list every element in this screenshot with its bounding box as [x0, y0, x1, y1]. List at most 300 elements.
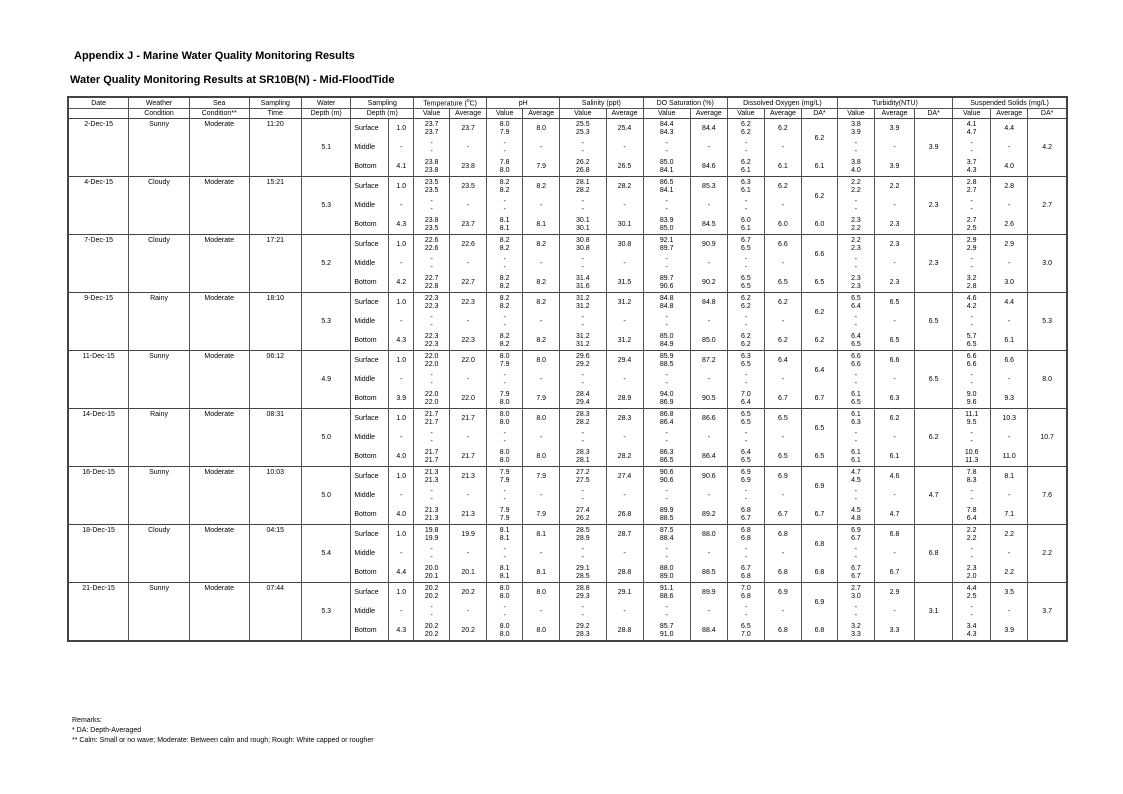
temperature-values-reading-2: - — [430, 147, 433, 155]
weather-cell: Cloudy — [129, 235, 190, 293]
suspended-solids-values-reading-1: 4.6 — [966, 294, 977, 302]
water-depth-cell: 5.0 — [302, 467, 351, 525]
dissolved-oxygen-values — [727, 389, 764, 409]
salinity-values-reading-2: 28.5 — [576, 572, 590, 580]
salinity-values — [560, 447, 606, 467]
header2-value: Value — [727, 109, 764, 119]
ph-values-reading-1: - — [503, 545, 506, 553]
sampling-time-cell: 10:03 — [249, 467, 301, 525]
ph-values-reading-2: 7.9 — [499, 128, 510, 136]
dissolved-oxygen-values-reading-1: - — [744, 603, 748, 611]
salinity-values — [560, 583, 606, 603]
do-saturation-values-reading-1: 88.0 — [659, 564, 674, 572]
sampling-depth-cell: 4.3 — [389, 621, 414, 641]
ph-values — [487, 544, 523, 563]
header2-weather: Condition — [129, 109, 190, 119]
turbidity-values-reading-1: 4.7 — [851, 468, 861, 476]
suspended-solids-da: 10.7 — [1028, 409, 1067, 467]
temperature-values-reading-1: - — [430, 487, 433, 495]
turbidity-values-reading-1: 3.8 — [851, 120, 861, 128]
turbidity-values — [837, 196, 874, 215]
dissolved-oxygen-values-reading-1: 6.3 — [741, 352, 751, 360]
date-cell: 16-Dec-15 — [68, 467, 129, 525]
dissolved-oxygen-da-bottom: 6.8 — [801, 621, 837, 641]
do-saturation-values-reading-2: 88.5 — [659, 514, 674, 522]
dissolved-oxygen-values-reading-1: - — [744, 197, 748, 205]
turbidity-values-reading-1: - — [854, 197, 858, 205]
salinity-average: - — [606, 428, 643, 447]
suspended-solids-values-reading-2: 2.9 — [966, 244, 977, 252]
suspended-solids-average: 7.1 — [991, 505, 1028, 525]
temperature-values-reading-1: - — [430, 313, 433, 321]
turbidity-values — [837, 447, 874, 467]
dissolved-oxygen-da: 6.9 — [801, 467, 837, 506]
date-cell: 7-Dec-15 — [68, 235, 129, 293]
sampling-level-cell: Surface — [351, 119, 389, 139]
dissolved-oxygen-average: 6.9 — [764, 583, 801, 603]
dissolved-oxygen-values — [727, 602, 764, 621]
temperature-values — [414, 563, 450, 583]
ph-values-reading-1: 8.2 — [499, 274, 510, 282]
do-saturation-average: 89.2 — [690, 505, 727, 525]
temperature-values — [414, 467, 450, 487]
suspended-solids-average: 6.1 — [991, 331, 1028, 351]
header-row-1 — [68, 97, 1067, 109]
temperature-values-reading-2: 22.3 — [424, 302, 439, 310]
do-saturation-average: - — [690, 544, 727, 563]
suspended-solids-values-reading-2: 4.7 — [966, 128, 977, 136]
weather-cell: Sunny — [129, 351, 190, 409]
temperature-values-reading-2: 22.0 — [424, 360, 439, 368]
temperature-average: 23.7 — [450, 119, 487, 139]
suspended-solids-da: 7.6 — [1028, 467, 1067, 525]
header-sampling-depth: Sampling — [351, 97, 414, 109]
sampling-depth-cell: 1.0 — [389, 351, 414, 371]
temperature-average: - — [450, 138, 487, 157]
suspended-solids-values-reading-1: 2.2 — [966, 526, 977, 534]
temperature-average: 21.7 — [450, 409, 487, 429]
sampling-level-cell: Surface — [351, 235, 389, 255]
do-saturation-values — [643, 583, 690, 603]
suspended-solids-average: - — [991, 254, 1028, 273]
dissolved-oxygen-values — [727, 177, 764, 197]
do-saturation-values-reading-1: 85.0 — [659, 332, 674, 340]
turbidity-average: 6.8 — [874, 525, 914, 545]
do-saturation-average: 85.3 — [690, 177, 727, 197]
dissolved-oxygen-average: 6.8 — [764, 525, 801, 545]
header2-average: Average — [874, 109, 914, 119]
temperature-values — [414, 235, 450, 255]
do-saturation-values-reading-1: - — [665, 545, 668, 553]
do-saturation-average: 88.5 — [690, 563, 727, 583]
dissolved-oxygen-values-reading-1: 7.0 — [741, 390, 751, 398]
do-saturation-values — [643, 273, 690, 293]
header2-average: Average — [690, 109, 727, 119]
salinity-average: 31.2 — [606, 293, 643, 313]
ph-average: 8.2 — [523, 331, 560, 351]
temperature-average: - — [450, 196, 487, 215]
salinity-average: 27.4 — [606, 467, 643, 487]
turbidity-values-reading-2: 2.3 — [851, 244, 861, 252]
do-saturation-average: - — [690, 254, 727, 273]
ph-values-reading-1: - — [503, 603, 506, 611]
sampling-level-cell: Middle — [351, 138, 389, 157]
temperature-average: - — [450, 544, 487, 563]
ph-average: 8.0 — [523, 621, 560, 641]
table-row — [68, 409, 1067, 429]
suspended-solids-da: 2.7 — [1028, 177, 1067, 235]
dissolved-oxygen-average: - — [764, 312, 801, 331]
ph-values-reading-1: 8.2 — [499, 332, 510, 340]
dissolved-oxygen-values-reading-1: 6.2 — [741, 120, 751, 128]
header-suspended-solids: Suspended Solids (mg/L) — [953, 97, 1067, 109]
suspended-solids-values — [953, 370, 991, 389]
dissolved-oxygen-values-reading-2: - — [744, 495, 748, 503]
dissolved-oxygen-values-reading-2: - — [744, 205, 748, 213]
turbidity-average: 6.5 — [874, 331, 914, 351]
suspended-solids-average: - — [991, 486, 1028, 505]
temperature-values-reading-1: 21.3 — [424, 468, 439, 476]
turbidity-average: 2.3 — [874, 215, 914, 235]
table-title: Water Quality Monitoring Results at SR10B(N) - Mid-FloodTide — [70, 74, 395, 86]
ph-average: 8.1 — [523, 525, 560, 545]
salinity-values-reading-2: - — [581, 321, 585, 329]
turbidity-average: 6.7 — [874, 563, 914, 583]
dissolved-oxygen-values-reading-1: 6.7 — [741, 236, 751, 244]
water-depth-cell: 4.9 — [302, 351, 351, 409]
weather-cell: Sunny — [129, 119, 190, 177]
water-depth-cell: 5.1 — [302, 119, 351, 177]
remarks-depth-averaged: * DA: Depth-Averaged — [72, 727, 142, 734]
suspended-solids-values-reading-1: 9.0 — [966, 390, 977, 398]
dissolved-oxygen-da: 6.2 — [801, 293, 837, 332]
salinity-values — [560, 177, 606, 197]
do-saturation-average: 84.8 — [690, 293, 727, 313]
ph-values — [487, 273, 523, 293]
sea-condition-cell: Moderate — [189, 409, 249, 467]
sampling-level-cell: Surface — [351, 293, 389, 313]
dissolved-oxygen-average: - — [764, 196, 801, 215]
ph-values — [487, 370, 523, 389]
ph-values — [487, 525, 523, 545]
salinity-average: 25.4 — [606, 119, 643, 139]
suspended-solids-values — [953, 409, 991, 429]
suspended-solids-values — [953, 119, 991, 139]
degree-symbol: o — [466, 98, 470, 105]
salinity-values — [560, 602, 606, 621]
header2-average: Average — [991, 109, 1028, 119]
sampling-depth-cell: 4.3 — [389, 331, 414, 351]
ph-values-reading-2: 8.0 — [499, 456, 510, 464]
ph-values-reading-2: 8.0 — [499, 166, 510, 174]
temperature-values — [414, 544, 450, 563]
header-dissolved-oxygen: Dissolved Oxygen (mg/L) — [727, 97, 837, 109]
dissolved-oxygen-da-bottom: 6.5 — [801, 447, 837, 467]
date-cell: 2-Dec-15 — [68, 119, 129, 177]
turbidity-average: 6.6 — [874, 351, 914, 371]
suspended-solids-values-reading-2: - — [970, 553, 973, 561]
salinity-values — [560, 467, 606, 487]
dissolved-oxygen-values-reading-2: 6.7 — [741, 514, 751, 522]
temperature-values-reading-2: 23.7 — [424, 128, 439, 136]
do-saturation-average: 86.6 — [690, 409, 727, 429]
ph-values-reading-2: 8.0 — [499, 592, 510, 600]
ph-average: 8.1 — [523, 215, 560, 235]
header2-da: DA* — [1028, 109, 1067, 119]
ph-values — [487, 254, 523, 273]
appendix-title: Appendix J - Marine Water Quality Monitoring Results — [74, 50, 355, 62]
ph-values-reading-2: 8.0 — [499, 418, 510, 426]
turbidity-average: 3.3 — [874, 621, 914, 641]
ph-values — [487, 215, 523, 235]
do-saturation-average: 87.2 — [690, 351, 727, 371]
suspended-solids-average: 8.1 — [991, 467, 1028, 487]
do-saturation-values — [643, 351, 690, 371]
do-saturation-average: - — [690, 312, 727, 331]
ph-values — [487, 119, 523, 139]
ph-values-reading-1: 8.0 — [499, 352, 510, 360]
salinity-values-reading-1: 26.2 — [576, 158, 590, 166]
ph-values-reading-1: - — [503, 255, 506, 263]
turbidity-values — [837, 293, 874, 313]
header2-depth: Depth (m) — [302, 109, 351, 119]
suspended-solids-average: 4.0 — [991, 157, 1028, 177]
turbidity-da: 2.3 — [915, 235, 953, 293]
temperature-average: 22.0 — [450, 351, 487, 371]
salinity-values — [560, 293, 606, 313]
do-saturation-values-reading-1: 89.7 — [659, 274, 674, 282]
turbidity-values — [837, 177, 874, 197]
dissolved-oxygen-average: - — [764, 544, 801, 563]
suspended-solids-average: 2.2 — [991, 525, 1028, 545]
header-temperature-label: Temperature ( — [423, 100, 467, 108]
do-saturation-average: - — [690, 486, 727, 505]
do-saturation-values — [643, 525, 690, 545]
dissolved-oxygen-da: 6.2 — [801, 119, 837, 158]
temperature-values-reading-1: - — [430, 139, 433, 147]
temperature-average: 21.7 — [450, 447, 487, 467]
temperature-values-reading-2: 21.3 — [424, 514, 439, 522]
do-saturation-values — [643, 447, 690, 467]
do-saturation-values-reading-2: - — [665, 553, 668, 561]
ph-values-reading-2: - — [503, 495, 506, 503]
suspended-solids-values — [953, 467, 991, 487]
dissolved-oxygen-values-reading-1: - — [744, 545, 748, 553]
turbidity-values-reading-2: - — [854, 147, 858, 155]
salinity-values-reading-2: - — [581, 437, 585, 445]
salinity-values-reading-1: 31.2 — [576, 294, 590, 302]
dissolved-oxygen-values — [727, 621, 764, 641]
temperature-values-reading-2: 20.1 — [424, 572, 439, 580]
suspended-solids-values-reading-2: - — [970, 205, 973, 213]
temperature-values-reading-1: - — [430, 545, 433, 553]
temperature-average: 19.9 — [450, 525, 487, 545]
ph-values-reading-1: - — [503, 139, 506, 147]
ph-values-reading-2: - — [503, 147, 506, 155]
suspended-solids-average: 3.0 — [991, 273, 1028, 293]
turbidity-values-reading-2: 3.3 — [851, 630, 861, 638]
suspended-solids-values-reading-1: - — [970, 197, 973, 205]
do-saturation-average: - — [690, 428, 727, 447]
dissolved-oxygen-da: 6.2 — [801, 177, 837, 216]
turbidity-values — [837, 215, 874, 235]
salinity-values-reading-2: - — [581, 553, 585, 561]
water-depth-cell: 5.3 — [302, 293, 351, 351]
do-saturation-values-reading-1: 90.6 — [659, 468, 674, 476]
ph-average: 7.9 — [523, 467, 560, 487]
salinity-values-reading-1: - — [581, 603, 585, 611]
suspended-solids-values-reading-1: 2.7 — [966, 216, 977, 224]
sampling-level-cell: Surface — [351, 177, 389, 197]
salinity-average: 26.8 — [606, 505, 643, 525]
dissolved-oxygen-values — [727, 505, 764, 525]
salinity-values-reading-1: - — [581, 371, 585, 379]
suspended-solids-values-reading-2: - — [970, 263, 973, 271]
header-weather: Weather — [129, 97, 190, 109]
suspended-solids-values-reading-1: - — [970, 139, 973, 147]
temperature-values-reading-2: 23.5 — [424, 186, 439, 194]
date-cell: 4-Dec-15 — [68, 177, 129, 235]
turbidity-values-reading-1: 6.4 — [851, 332, 861, 340]
dissolved-oxygen-values-reading-1: - — [744, 139, 748, 147]
sampling-level-cell: Bottom — [351, 621, 389, 641]
salinity-values-reading-2: 31.2 — [576, 302, 590, 310]
water-depth-cell: 5.0 — [302, 409, 351, 467]
sea-condition-cell: Moderate — [189, 119, 249, 177]
salinity-average: - — [606, 312, 643, 331]
header2-value: Value — [953, 109, 991, 119]
suspended-solids-values — [953, 486, 991, 505]
dissolved-oxygen-average: 6.8 — [764, 621, 801, 641]
suspended-solids-values-reading-2: 9.6 — [966, 398, 977, 406]
dissolved-oxygen-values — [727, 331, 764, 351]
temperature-values — [414, 505, 450, 525]
sampling-depth-cell: 1.0 — [389, 293, 414, 313]
suspended-solids-values-reading-1: 3.7 — [966, 158, 977, 166]
dissolved-oxygen-values — [727, 351, 764, 371]
suspended-solids-values-reading-2: - — [970, 379, 973, 387]
dissolved-oxygen-average: 6.4 — [764, 351, 801, 371]
turbidity-values — [837, 273, 874, 293]
do-saturation-values-reading-2: 86.9 — [659, 398, 674, 406]
sea-condition-cell: Moderate — [189, 351, 249, 409]
ph-values — [487, 351, 523, 371]
turbidity-average: 6.3 — [874, 389, 914, 409]
turbidity-values-reading-1: - — [854, 255, 858, 263]
ph-values-reading-1: 7.8 — [499, 158, 510, 166]
dissolved-oxygen-values-reading-1: 6.5 — [741, 274, 751, 282]
ph-values-reading-1: 7.9 — [499, 506, 510, 514]
salinity-average: 28.2 — [606, 177, 643, 197]
suspended-solids-values-reading-2: 2.7 — [966, 186, 977, 194]
temperature-average: 20.1 — [450, 563, 487, 583]
turbidity-values — [837, 351, 874, 371]
suspended-solids-average: 3.5 — [991, 583, 1028, 603]
sampling-time-cell: 17:21 — [249, 235, 301, 293]
temperature-average: 23.5 — [450, 177, 487, 197]
temperature-values-reading-1: 21.3 — [424, 506, 439, 514]
temperature-values — [414, 486, 450, 505]
dissolved-oxygen-average: - — [764, 602, 801, 621]
ph-values-reading-2: 8.2 — [499, 244, 510, 252]
temperature-values-reading-1: 23.8 — [424, 216, 439, 224]
ph-values-reading-2: 8.1 — [499, 572, 510, 580]
turbidity-average: - — [874, 370, 914, 389]
salinity-average: 28.8 — [606, 621, 643, 641]
salinity-values-reading-2: 29.2 — [576, 360, 590, 368]
turbidity-values — [837, 563, 874, 583]
suspended-solids-values-reading-1: - — [970, 603, 973, 611]
suspended-solids-values-reading-2: 11.3 — [965, 456, 979, 464]
ph-values-reading-1: 8.0 — [499, 120, 510, 128]
suspended-solids-values — [953, 447, 991, 467]
sampling-time-cell: 07:44 — [249, 583, 301, 642]
do-saturation-values — [643, 409, 690, 429]
suspended-solids-values-reading-1: 3.4 — [966, 622, 977, 630]
sampling-depth-cell: 4.4 — [389, 563, 414, 583]
do-saturation-values — [643, 138, 690, 157]
suspended-solids-average: - — [991, 544, 1028, 563]
suspended-solids-values-reading-1: - — [970, 429, 973, 437]
dissolved-oxygen-values-reading-2: - — [744, 321, 748, 329]
temperature-values — [414, 525, 450, 545]
dissolved-oxygen-values-reading-2: 6.8 — [741, 592, 751, 600]
suspended-solids-average: 6.6 — [991, 351, 1028, 371]
temperature-values-reading-2: 21.7 — [424, 418, 439, 426]
dissolved-oxygen-values — [727, 563, 764, 583]
turbidity-values-reading-2: - — [854, 437, 858, 445]
ph-values-reading-2: - — [503, 263, 506, 271]
salinity-values-reading-2: 30.8 — [576, 244, 590, 252]
weather-cell: Sunny — [129, 583, 190, 642]
header2-average: Average — [523, 109, 560, 119]
dissolved-oxygen-values — [727, 138, 764, 157]
dissolved-oxygen-values — [727, 293, 764, 313]
temperature-values-reading-1: 23.7 — [424, 120, 439, 128]
suspended-solids-values — [953, 138, 991, 157]
ph-values-reading-1: - — [503, 313, 506, 321]
ph-values — [487, 157, 523, 177]
salinity-values — [560, 621, 606, 641]
turbidity-values-reading-2: 6.6 — [851, 360, 861, 368]
dissolved-oxygen-values-reading-1: 6.0 — [741, 216, 751, 224]
suspended-solids-average: - — [991, 370, 1028, 389]
temperature-values-reading-1: 19.8 — [424, 526, 439, 534]
salinity-values-reading-1: 29.2 — [576, 622, 590, 630]
salinity-average: - — [606, 544, 643, 563]
turbidity-values — [837, 428, 874, 447]
dissolved-oxygen-values — [727, 370, 764, 389]
temperature-values-reading-2: 21.3 — [424, 476, 439, 484]
do-saturation-values-reading-2: - — [665, 263, 668, 271]
ph-values — [487, 602, 523, 621]
header2-value: Value — [414, 109, 450, 119]
ph-values-reading-1: 8.0 — [499, 448, 510, 456]
salinity-values — [560, 312, 606, 331]
suspended-solids-values — [953, 157, 991, 177]
turbidity-average: 3.9 — [874, 157, 914, 177]
do-saturation-average: 89.9 — [690, 583, 727, 603]
ph-values-reading-1: 8.0 — [499, 410, 510, 418]
suspended-solids-values-reading-1: 4.4 — [966, 584, 977, 592]
sampling-depth-cell: 1.0 — [389, 235, 414, 255]
turbidity-values-reading-2: - — [854, 263, 858, 271]
date-cell: 9-Dec-15 — [68, 293, 129, 351]
suspended-solids-values — [953, 293, 991, 313]
do-saturation-average: 90.9 — [690, 235, 727, 255]
suspended-solids-values — [953, 312, 991, 331]
do-saturation-values — [643, 370, 690, 389]
